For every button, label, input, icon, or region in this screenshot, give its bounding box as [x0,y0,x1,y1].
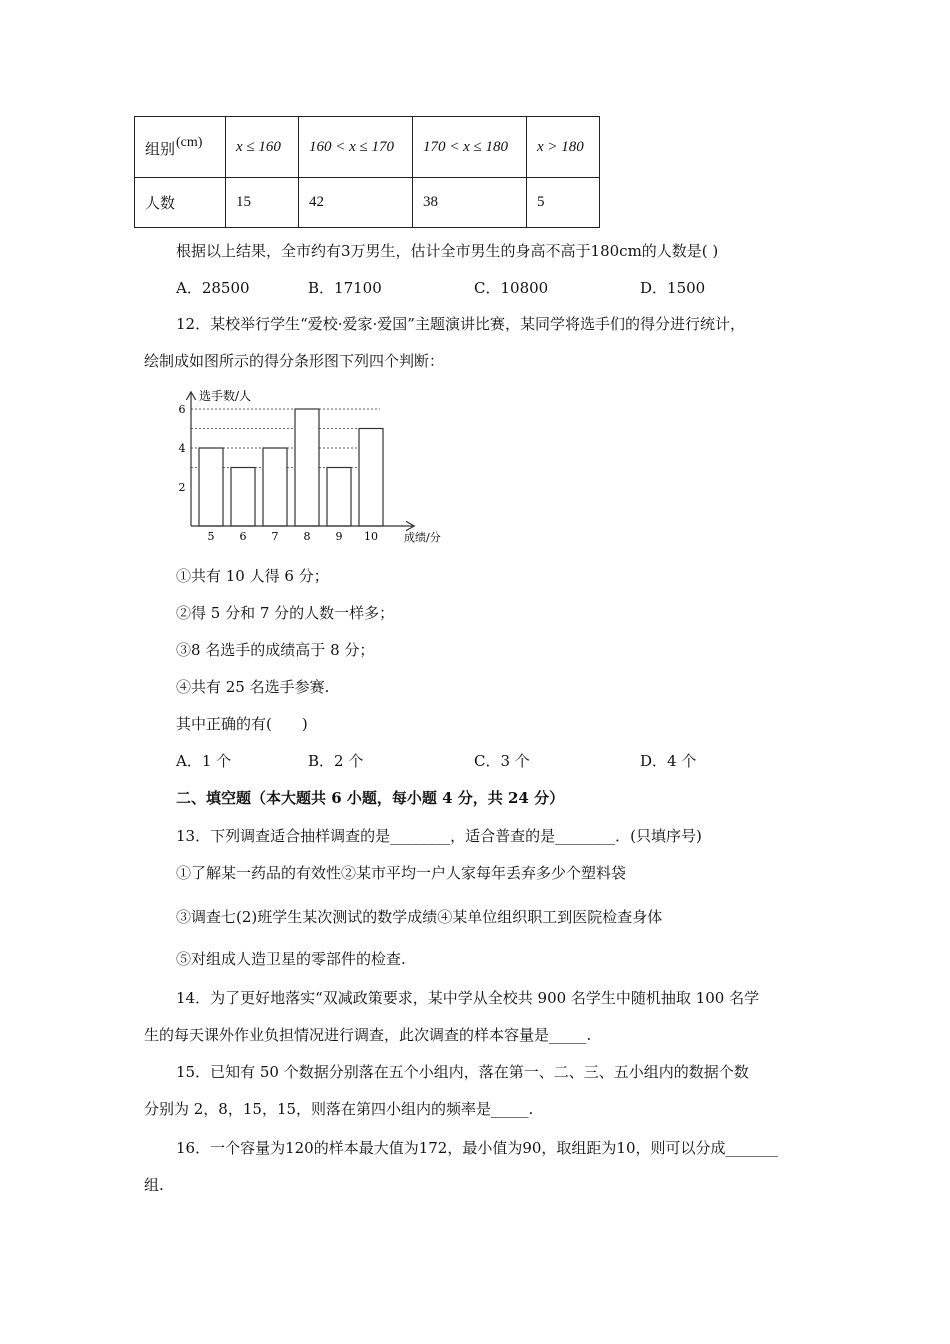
q11-option-d: D．1500 [640,279,706,297]
table-row-label-group: 组别(cm) [135,117,226,178]
bar-6 [231,468,255,527]
table-cell: 15 [226,178,299,228]
table-cell: 5 [527,178,600,228]
y-tick-label: 6 [178,403,186,416]
x-tick-label: 5 [207,530,215,543]
q11-option-a: A．28500 [176,279,250,297]
x-tick-label: 10 [364,530,378,543]
bar-9 [327,468,351,527]
q13-line2: ③调查七(2)班学生某次测试的数学成绩④某单位组织职工到医院检查身体 [176,908,663,926]
table-header-cell: 160 < x ≤ 170 [299,117,413,178]
q12-option-a: A．1 个 [176,752,232,770]
section-heading: 二、填空题（本大题共 6 小题，每小题 4 分，共 24 分） [176,789,565,807]
height-group-table [134,116,600,228]
q13-stem: 13．下列调查适合抽样调查的是________，适合普查的是________．(只填序号) [176,827,702,845]
q13-line3: ⑤对组成人造卫星的零部件的检查. [176,950,406,968]
bar-8 [295,409,319,526]
score-bar-chart [168,385,458,550]
q12-statement-4: ④共有 25 名选手参赛. [176,678,330,696]
table-header-cell: x ≤ 160 [226,117,299,178]
q15-line1: 15．已知有 50 个数据分别落在五个小组内，落在第一、二、三、五小组内的数据个数 [176,1063,749,1081]
x-tick-label: 7 [271,530,279,543]
q16-line2: 组. [144,1176,164,1194]
q14-line1: 14．为了更好地落实“双减政策要求，某中学从全校共 900 名学生中随机抽取 100 名学 [176,989,760,1007]
q12-option-c: C．3 个 [474,752,530,770]
q11-option-c: C．10800 [474,279,549,297]
y-tick-label: 4 [178,442,186,455]
q15-line2: 分别为 2，8，15，15，则落在第四小组内的频率是_____. [144,1100,534,1118]
q12-statement-1: ①共有 10 人得 6 分； [176,567,329,585]
q12-statement-3: ③8 名选手的成绩高于 8 分； [176,641,375,659]
bar-10 [359,429,383,527]
x-tick-label: 6 [239,530,247,543]
x-axis-label: 成绩/分 [404,531,441,544]
q13-line1: ①了解某一药品的有效性②某市平均一户人家每年丢弃多少个塑料袋 [176,864,627,882]
q14-line2: 生的每天课外作业负担情况进行调查，此次调查的样本容量是_____. [144,1026,592,1044]
table-row-label-count: 人数 [135,178,226,228]
bar-7 [263,448,287,526]
table-header-cell: x > 180 [527,117,600,178]
q12-question: 其中正确的有( ) [176,715,308,733]
x-tick-label: 8 [303,530,311,543]
table-cell: 38 [413,178,527,228]
y-axis-label: 选手数/人 [199,389,252,403]
table-header-cell: 170 < x ≤ 180 [413,117,527,178]
q12-option-b: B．2 个 [308,752,364,770]
y-tick-label: 2 [178,481,186,494]
q12-stem-line1: 12．某校举行学生“爱校·爱家·爱国”主题演讲比赛，某同学将选手们的得分进行统计， [176,315,745,333]
q12-stem-line2: 绘制成如图所示的得分条形图下列四个判断： [144,352,445,370]
table-cell: 42 [299,178,413,228]
q16-line1: 16．一个容量为120的样本最大值为172，最小值为90，取组距为10，则可以分成_______ [176,1139,779,1157]
q11-option-b: B．17100 [308,279,382,297]
bar-5 [199,448,223,526]
q12-option-d: D．4 个 [640,752,697,770]
x-tick-label: 9 [335,530,343,543]
q12-statement-2: ②得 5 分和 7 分的人数一样多； [176,604,395,622]
q11-stem: 根据以上结果，全市约有3万男生，估计全市男生的身高不高于180cm的人数是( ) [176,242,719,260]
